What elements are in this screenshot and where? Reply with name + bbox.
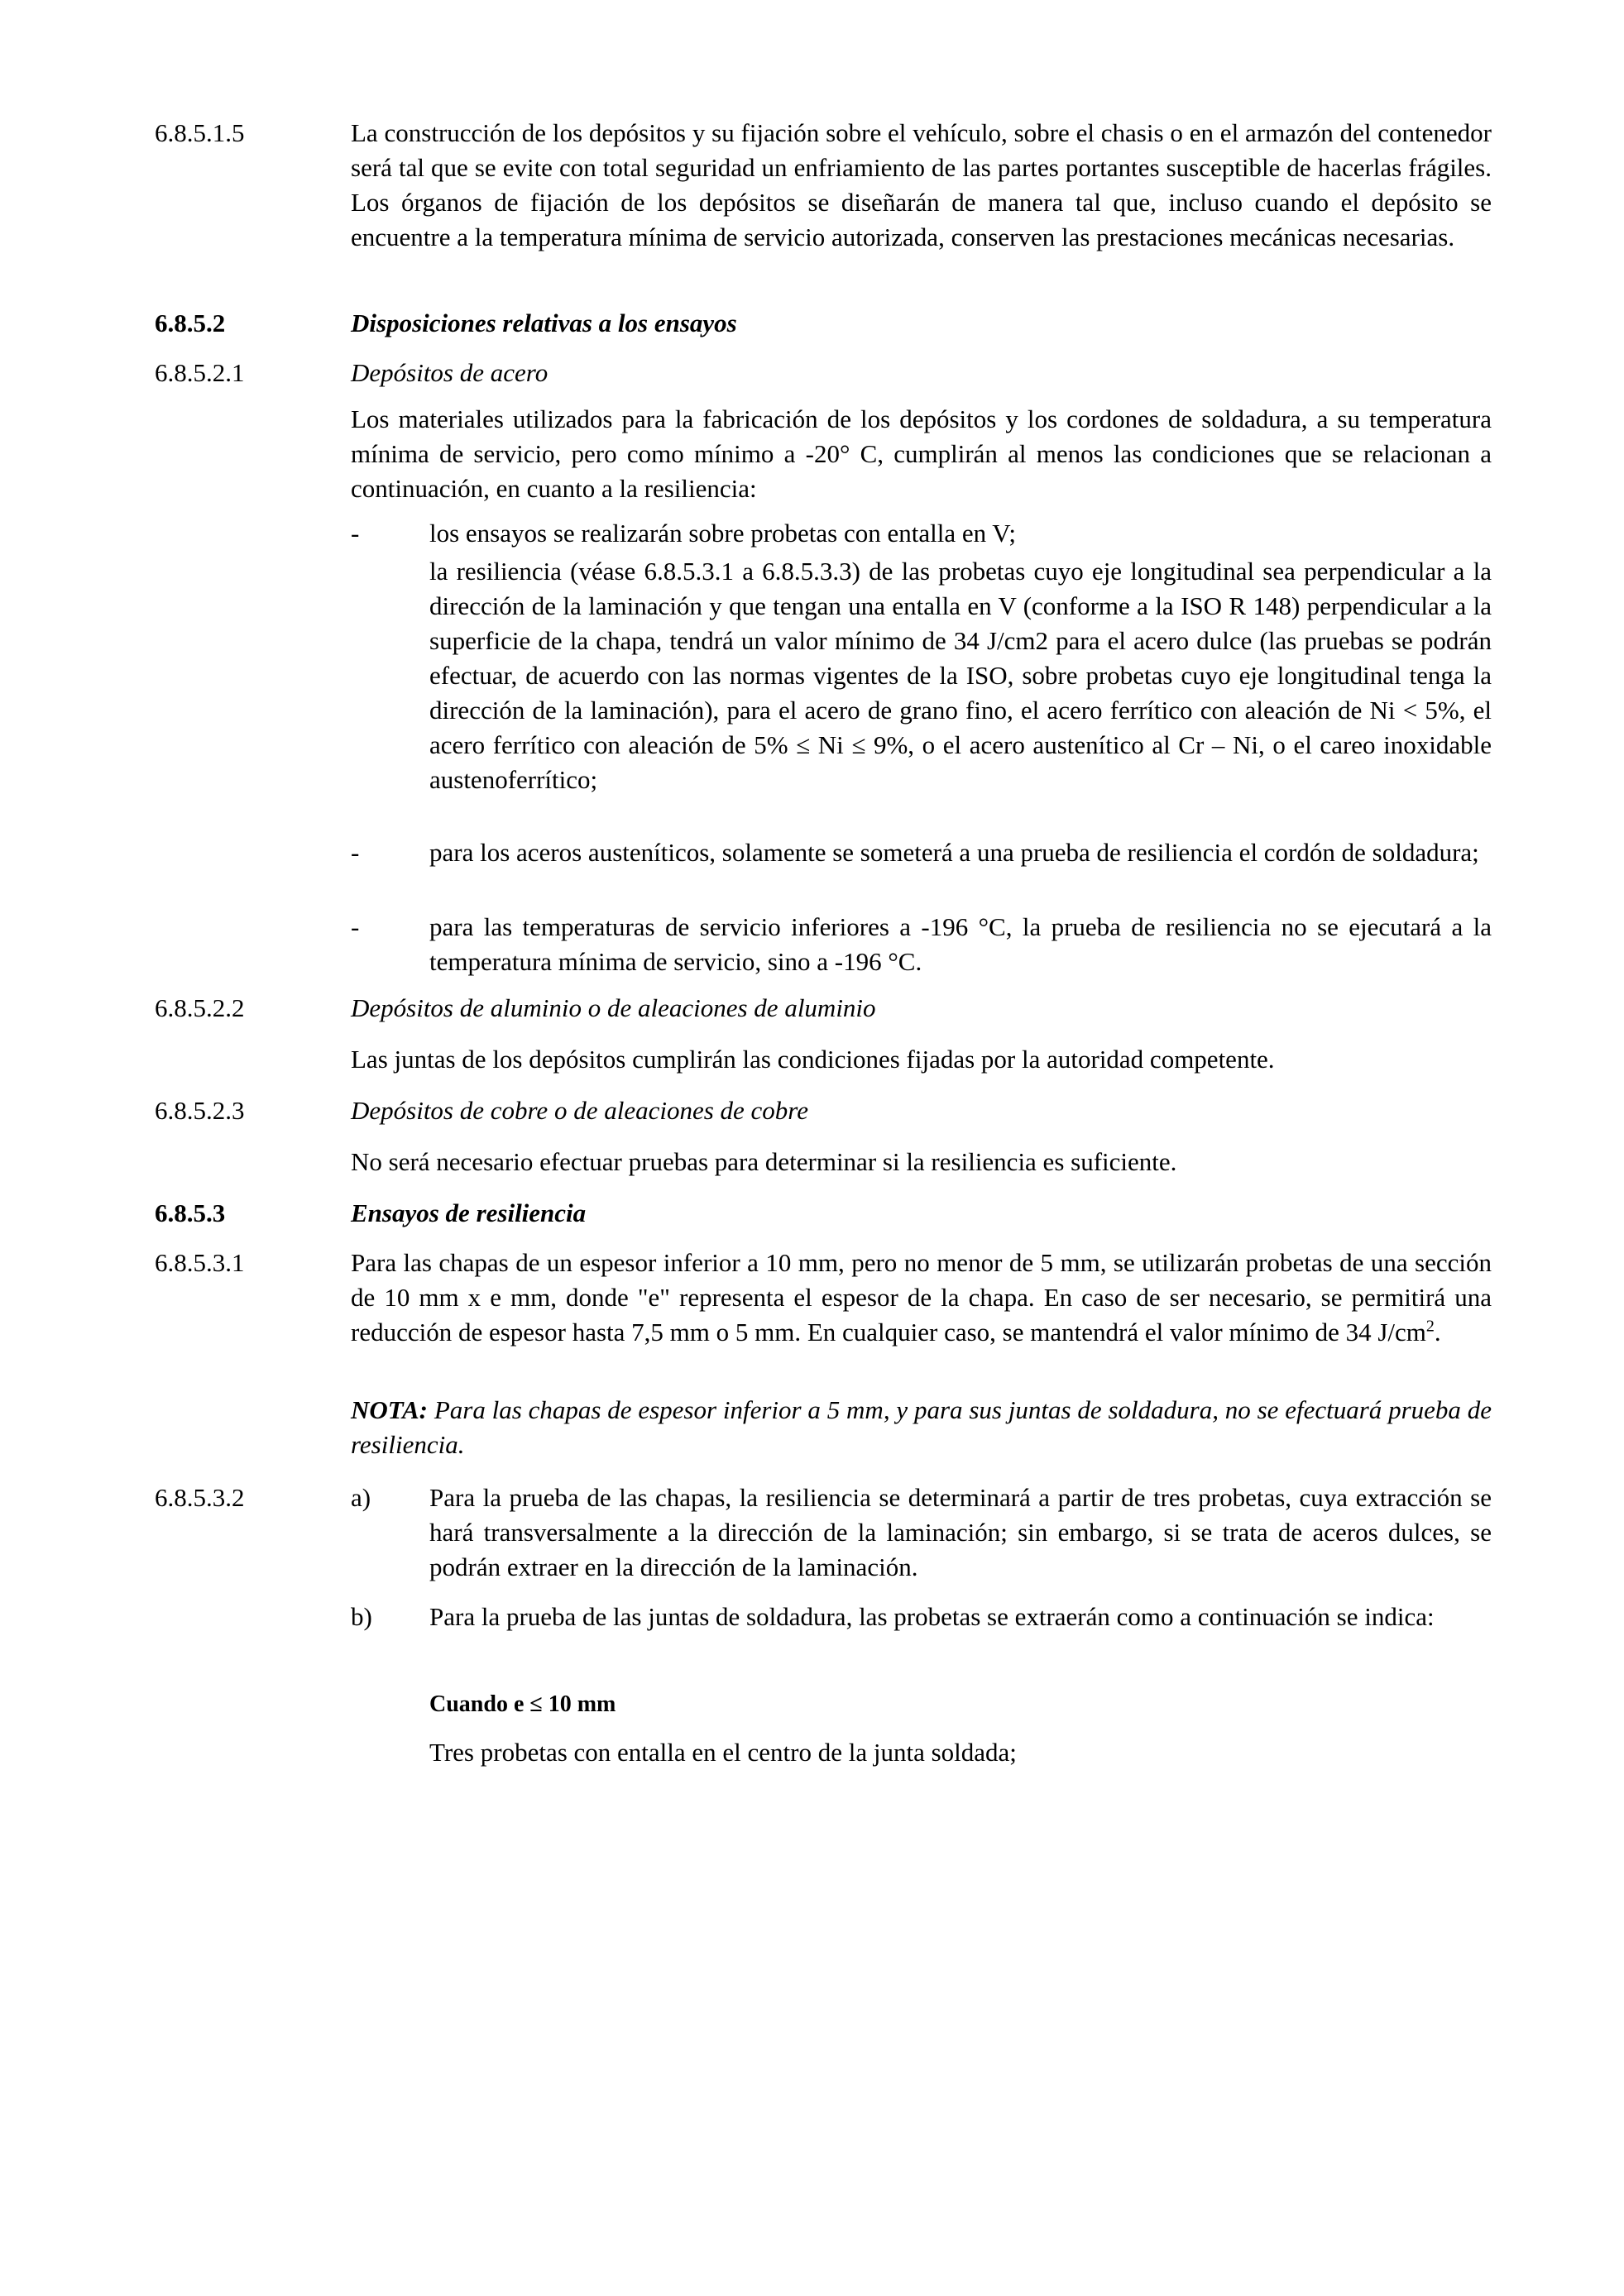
section-heading: Ensayos de resiliencia bbox=[351, 1198, 587, 1227]
section-paragraph: La construcción de los depósitos y su fijación sobre el vehículo, sobre el chasis o en el armazón del contenedor será tal que se evite con total seguridad un enfriamiento de las partes portantes susceptible de hacerlas frágiles. Los órganos de fijación de los depósitos se diseñarán de manera tal que, incluso cuando el depósito se encuentre a la temperatura mínima de servicio autorizada, conserven las prestaciones mecánicas necesarias. bbox=[351, 118, 1492, 251]
section-paragraph bbox=[351, 1246, 1492, 1350]
list-letter: a) bbox=[351, 1483, 371, 1512]
section-heading: Disposiciones relativas a los ensayos bbox=[351, 309, 737, 337]
paragraph-text: Para las chapas de un espesor inferior a 10 mm, pero no menor de 5 mm, se utilizarán probetas de una sección de 10 mm x e mm, donde "e" representa el espesor de la chapa. En caso de ser necesario, se permitirá una reducción de espesor hasta 7,5 mm o 5 mm. En cualquier caso, se mantendrá el valor mínimo de 34 J/cm bbox=[351, 1248, 1492, 1347]
section-heading: Depósitos de cobre o de aleaciones de cobre bbox=[351, 1096, 808, 1125]
section-number: 6.8.5.1.5 bbox=[155, 118, 245, 147]
list-bullet: - bbox=[351, 519, 360, 548]
section-paragraph: No será necesario efectuar pruebas para determinar si la resiliencia es suficiente. bbox=[351, 1147, 1177, 1176]
note-paragraph bbox=[351, 1393, 1492, 1462]
section-number: 6.8.5.2 bbox=[155, 309, 226, 337]
list-item-text: Para la prueba de las chapas, la resiliencia se determinará a partir de tres probetas, cuya extracción se hará transversalmente a la dirección de la laminación; sin embargo, si se trata de aceros dulces, se podrán extraer en la dirección de la laminación. bbox=[429, 1483, 1492, 1581]
list-item-text: para las temperaturas de servicio inferiores a -196 °C, la prueba de resiliencia no se ejecutará a la temperatura mínima de servicio, sino a -196 °C. bbox=[429, 912, 1492, 976]
section-paragraph: Los materiales utilizados para la fabricación de los depósitos y los cordones de soldadura, a su temperatura mínima de servicio, pero como mínimo a -20° C, cumplirán al menos las condiciones que se relacionan a continuación, en cuanto a la resiliencia: bbox=[351, 404, 1492, 503]
section-heading: Depósitos de aluminio o de aleaciones de aluminio bbox=[351, 993, 876, 1022]
list-item-text: Tres probetas con entalla en el centro de la junta soldada; bbox=[429, 1738, 1017, 1767]
section-number: 6.8.5.2.2 bbox=[155, 993, 245, 1022]
subheading-text: Cuando e ≤ 10 mm bbox=[429, 1691, 616, 1717]
list-letter: b) bbox=[351, 1602, 372, 1631]
section-number: 6.8.5.2.3 bbox=[155, 1096, 245, 1125]
section-number: 6.8.5.3.2 bbox=[155, 1483, 245, 1512]
note-text: Para las chapas de espesor inferior a 5 mm, y para sus juntas de soldadura, no se efectuará prueba de resiliencia. bbox=[351, 1395, 1492, 1459]
list-item-text: Para la prueba de las juntas de soldadura, las probetas se extraerán como a continuación se indica: bbox=[429, 1602, 1435, 1631]
section-number: 6.8.5.3 bbox=[155, 1198, 226, 1227]
list-item-text: la resiliencia (véase 6.8.5.3.1 a 6.8.5.3.3) de las probetas cuyo eje longitudinal sea perpendicular a la dirección de la laminación y que tengan una entalla en V (conforme a la ISO R 148) perpendicular a la superficie de la chapa, tendrá un valor mínimo de 34 J/cm2 para el acero dulce (las pruebas se podrán efectuar, de acuerdo con las normas vigentes de la ISO, sobre probetas cuyo eje longitudinal tenga la dirección de la laminación), para el acero de grano fino, el acero ferrítico con aleación de Ni < 5%, el acero ferrítico con aleación de 5% ≤ Ni ≤ 9%, o el acero austenítico al Cr – Ni, o el careo inoxidable austenoferrítico; bbox=[429, 557, 1492, 794]
section-number: 6.8.5.2.1 bbox=[155, 358, 245, 387]
note-label: NOTA: bbox=[351, 1395, 428, 1424]
list-item-text: los ensayos se realizarán sobre probetas con entalla en V; bbox=[429, 519, 1017, 548]
list-bullet: - bbox=[351, 912, 360, 941]
superscript: 2 bbox=[1425, 1317, 1435, 1336]
list-bullet: - bbox=[351, 838, 360, 867]
paragraph-end: . bbox=[1434, 1318, 1441, 1347]
section-heading: Depósitos de acero bbox=[351, 358, 549, 387]
list-item-text: para los aceros austeníticos, solamente se someterá a una prueba de resiliencia el cordón de soldadura; bbox=[429, 838, 1479, 867]
section-number: 6.8.5.3.1 bbox=[155, 1248, 245, 1277]
section-paragraph: Las juntas de los depósitos cumplirán las condiciones fijadas por la autoridad competente. bbox=[351, 1045, 1275, 1074]
